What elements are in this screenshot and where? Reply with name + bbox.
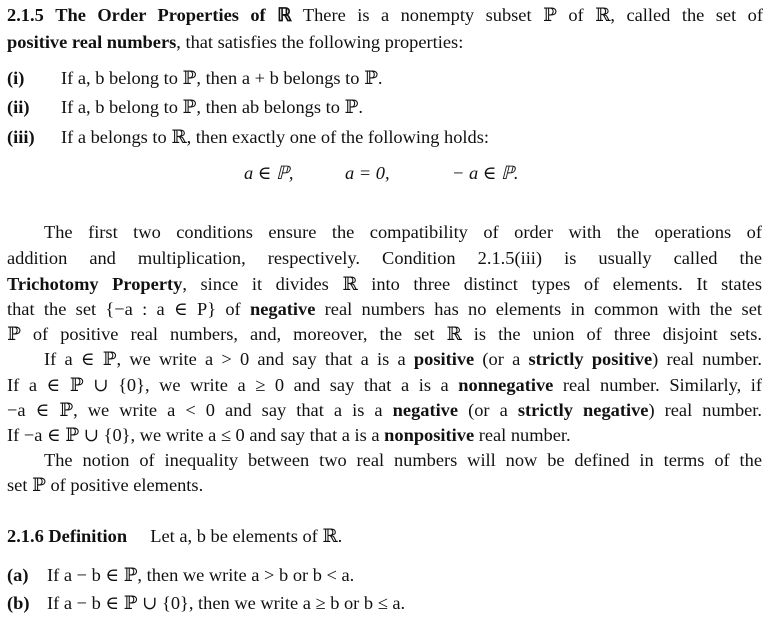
paragraph-2-line-3 [7, 401, 762, 419]
paragraph-2-line-2-start: If a ∈ ℙ ∪ {0}, we write a ≥ 0 and say that a is a [7, 375, 459, 395]
definition-number: 2.1.6 Definition [7, 526, 128, 546]
paragraph-2-line-1-start: If a ∈ ℙ, we write a > 0 and say that a is a [44, 349, 414, 369]
paragraph-2-line-1 [44, 350, 762, 368]
trichotomy-case-zero: a = 0, [345, 163, 390, 183]
strictly-negative-term: strictly negative [517, 400, 649, 420]
trichotomy-case-negative: − a ∈ ℙ. [452, 163, 519, 183]
paragraph-2-line-4-end: real number. [474, 425, 571, 445]
positive-real-numbers-term: positive real numbers [7, 32, 177, 52]
paragraph-2-line-2 [7, 376, 762, 394]
paragraph-2-line-1-mid: (or a [474, 349, 529, 369]
definition-label-a: (a) [7, 565, 29, 585]
paragraph-2-line-3-end: ) real number. [648, 400, 763, 420]
property-text-i: If a, b belong to ℙ, then a + b belongs to ℙ. [61, 68, 383, 88]
trichotomy-case-positive: a ∈ ℙ, [244, 163, 294, 183]
section-number: 2.1.5 [7, 5, 44, 25]
paragraph-1-line-5: ℙ of positive real numbers, and, moreover, the set ℝ is the union of three disjoint sets. [7, 324, 762, 344]
property-text-iii: If a belongs to ℝ, then exactly one of the following holds: [61, 127, 489, 147]
negative-term: negative [249, 299, 316, 319]
paragraph-3-line-1: The notion of inequality between two real numbers will now be defined in terms of the [44, 450, 762, 470]
paragraph-2-line-4-start: If −a ∈ ℙ ∪ {0}, we write a ≤ 0 and say that a is a [7, 425, 385, 445]
property-text-ii: If a, b belong to ℙ, then ab belongs to ℙ. [61, 97, 363, 117]
paragraph-3-line-2: set ℙ of positive elements. [7, 475, 204, 495]
property-label-ii: (ii) [7, 97, 30, 117]
definition-heading [7, 527, 342, 545]
section-intro-tail: , that satisfies the following properties: [176, 32, 464, 52]
paragraph-2-line-1-end: ) real number. [652, 349, 763, 369]
paragraph-1-line-2: addition and multiplication, respectively. Condition 2.1.5(iii) is usually called the [7, 248, 762, 268]
definition-item-b: If a − b ∈ ℙ ∪ {0}, then we write a ≥ b or b ≤ a. [47, 593, 406, 613]
property-label-iii: (iii) [7, 127, 35, 147]
definition-item-a: If a − b ∈ ℙ, then we write a > b or b < a. [47, 565, 355, 585]
paragraph-2-line-2-end: real number. Similarly, if [553, 375, 762, 395]
positive-term: positive [413, 349, 475, 369]
paragraph-1-line-4-end: real numbers has no elements in common with the set [315, 299, 762, 319]
nonnegative-term: nonnegative [458, 375, 554, 395]
section-heading-line [7, 6, 763, 24]
property-label-i: (i) [7, 68, 25, 88]
paragraph-1-line-4 [7, 300, 762, 318]
paragraph-1-line-4-start: that the set {−a : a ∈ P} of [7, 299, 250, 319]
section-intro-line-2 [7, 33, 463, 51]
nonpositive-term: nonpositive [384, 425, 475, 445]
definition-text: Let a, b be elements of ℝ. [150, 526, 343, 546]
paragraph-2-line-3-start: −a ∈ ℙ, we write a < 0 and say that a is a [7, 400, 393, 420]
negative-term-2: negative [392, 400, 459, 420]
paragraph-2-line-3-mid: (or a [458, 400, 518, 420]
definition-label-b: (b) [7, 593, 30, 613]
paragraph-1-line-3 [7, 275, 762, 293]
strictly-positive-term: strictly positive [528, 349, 653, 369]
trichotomy-property-term: Trichotomy Property [7, 274, 183, 294]
paragraph-2-line-4 [7, 426, 571, 444]
section-title: The Order Properties of ℝ [55, 5, 292, 25]
paragraph-1-line-3-rest: , since it divides ℝ into three distinct types of elements. It states [182, 274, 762, 294]
section-intro: There is a nonempty subset ℙ of ℝ, called the set of [302, 5, 763, 25]
paragraph-1-line-1: The first two conditions ensure the compatibility of order with the operations of [44, 222, 762, 242]
